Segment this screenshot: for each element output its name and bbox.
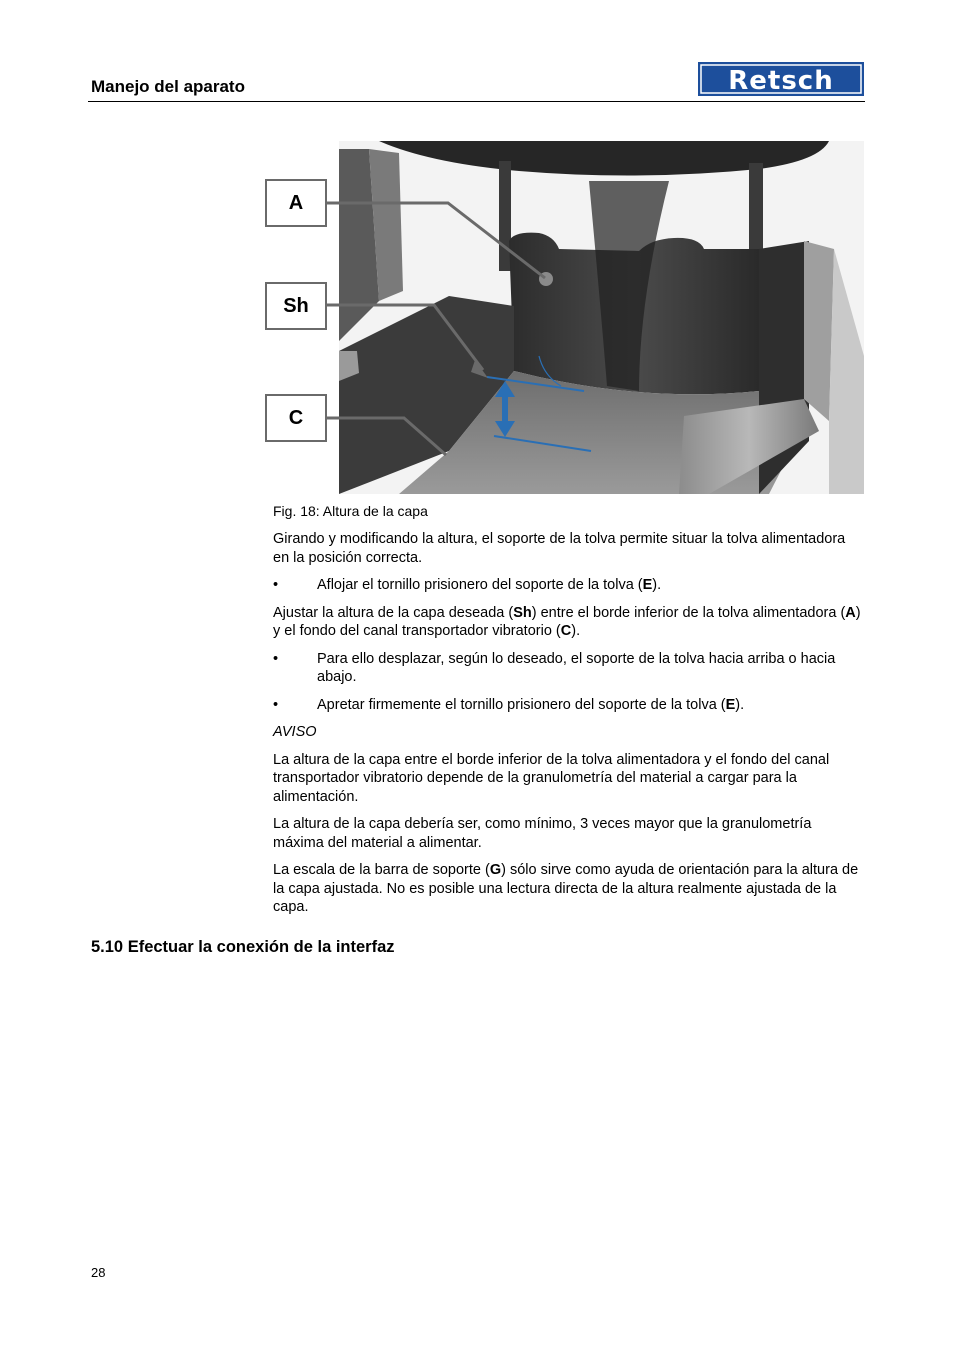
layer-height-figure bbox=[339, 141, 864, 494]
bullet-loosen-screw bbox=[273, 576, 863, 595]
callout-label-a: A bbox=[265, 179, 327, 227]
notice-label: AVISO bbox=[273, 724, 317, 740]
paragraph-adjust-height: Ajustar la altura de la capa deseada (Sh) entre el borde inferior de la tolva alimentadora (A) y el fondo del canal transportador vibratorio (C). bbox=[273, 604, 861, 639]
bullet-tighten-screw bbox=[273, 696, 863, 715]
page-number: 28 bbox=[91, 1265, 106, 1280]
brand-wordmark: Retsch bbox=[728, 66, 834, 96]
paragraph-notice-2: La altura de la capa debería ser, como mínimo, 3 veces mayor que la granulometría máxima del material a alimentar. bbox=[273, 816, 812, 851]
page-header-title: Manejo del aparato bbox=[91, 77, 245, 96]
bullet-mark: • bbox=[273, 577, 279, 593]
paragraph-notice-1: La altura de la capa entre el borde inferior de la tolva alimentadora y el fondo del canal transportador vibratorio depende de la granulometría del material a cargar para la alimentación. bbox=[273, 751, 830, 805]
header-rule bbox=[88, 101, 865, 102]
bullet-text: Aflojar el tornillo prisionero del soporte de la tolva (E). bbox=[317, 577, 662, 593]
body-text bbox=[273, 530, 863, 926]
retsch-logo bbox=[698, 60, 864, 98]
bullet-text: Apretar firmemente el tornillo prisionero del soporte de la tolva (E). bbox=[317, 696, 745, 713]
callout-label-c: C bbox=[265, 394, 327, 442]
callout-label-sh: Sh bbox=[265, 282, 327, 330]
bullet-text: Para ello desplazar, según lo deseado, el soporte de la tolva hacia arriba o hacia abajo. bbox=[317, 650, 836, 685]
callout-dot-a bbox=[539, 272, 553, 286]
bullet-mark: • bbox=[273, 650, 279, 667]
bullet-move-support bbox=[273, 650, 863, 687]
bullet-mark: • bbox=[273, 696, 279, 713]
section-heading: 5.10 Efectuar la conexión de la interfaz bbox=[91, 938, 395, 956]
figure-caption: Fig. 18: Altura de la capa bbox=[273, 503, 428, 519]
paragraph-intro: Girando y modificando la altura, el soporte de la tolva permite situar la tolva alimentadora en la posición correcta. bbox=[273, 531, 846, 566]
paragraph-scale: La escala de la barra de soporte (G) sólo sirve como ayuda de orientación para la altura de la capa ajustada. No es posible una lectura directa de la altura realmente ajustada de la capa. bbox=[273, 862, 859, 915]
